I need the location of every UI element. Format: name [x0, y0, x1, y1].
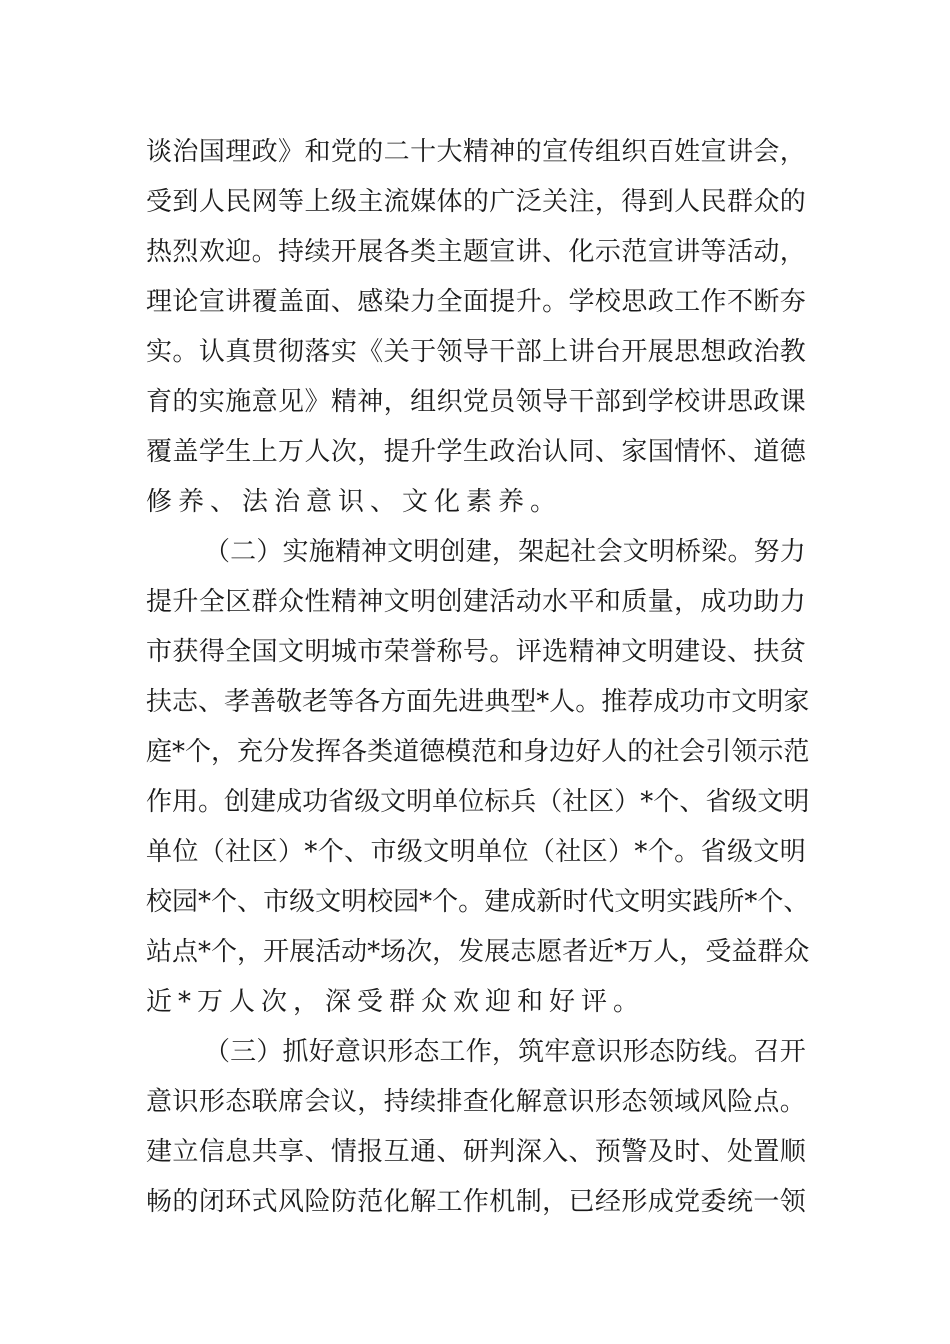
text-line: 市 获 得 全 国 文 明 城 市 荣 誉 称 号 。 评 选 精 神 文 明 建 设 、 扶 贫 — [146, 637, 806, 667]
text-line: 单 位 （ 社 区 ） * 个 、 市 级 文 明 单 位 （ 社 区 ） * 个 。 省 级 文 明 — [146, 837, 806, 867]
text-line: 谈 治 国 理 政 》 和 党 的 二 十 大 精 神 的 宣 传 组 织 百 姓 宣 讲 会 ， — [146, 137, 806, 167]
text-line: 覆 盖 学 生 上 万 人 次 ， 提 升 学 生 政 治 认 同 、 家 国 情 怀 、 道 德 — [146, 437, 806, 467]
text-line: 受 到 人 民 网 等 上 级 主 流 媒 体 的 广 泛 关 注 ， 得 到 人 民 群 众 的 — [146, 187, 806, 217]
text-line: 站 点 * 个 ， 开 展 活 动 * 场 次 ， 发 展 志 愿 者 近 * 万 人 ， 受 益 群 众 — [146, 937, 810, 967]
text-line: 建 立 信 息 共 享 、 情 报 互 通 、 研 判 深 入 、 预 警 及 时 、 处 置 顺 — [146, 1137, 806, 1167]
text-line: 作 用 。 创 建 成 功 省 级 文 明 单 位 标 兵 （ 社 区 ） * 个 、 省 级 文 明 — [146, 787, 810, 817]
document-body — [146, 127, 810, 1227]
text-line: 实 。 认 真 贯 彻 落 实 《 关 于 领 导 干 部 上 讲 台 开 展 思 想 政 治 教 — [146, 337, 806, 367]
text-line: 育 的 实 施 意 见 》 精 神 ， 组 织 党 员 领 导 干 部 到 学 校 讲 思 政 课 — [146, 387, 806, 417]
text-line: 校 园 * 个 、 市 级 文 明 校 园 * 个 。 建 成 新 时 代 文 明 实 践 所 * 个 、 — [146, 887, 810, 917]
text-line: 热 烈 欢 迎 。 持 续 开 展 各 类 主 题 宣 讲 、 化 示 范 宣 讲 等 活 动 ， — [146, 237, 806, 267]
text-line: 庭 * 个 ， 充 分 发 挥 各 类 道 德 模 范 和 身 边 好 人 的 社 会 引 领 示 范 — [146, 737, 810, 767]
text-line: 提 升 全 区 群 众 性 精 神 文 明 创 建 活 动 水 平 和 质 量 ， 成 功 助 力 — [146, 587, 806, 617]
text-line: 畅 的 闭 环 式 风 险 防 范 化 解 工 作 机 制 ， 已 经 形 成 党 委 统 一 领 — [146, 1187, 806, 1217]
text-line: 理 论 宣 讲 覆 盖 面 、 感 染 力 全 面 提 升 。 学 校 思 政 工 作 不 断 夯 — [146, 287, 806, 317]
text-line: 近*万人次，深受群众欢迎和好评。 — [146, 987, 646, 1017]
paragraph-heading-line: （ 三 ） 抓 好 意 识 形 态 工 作 ， 筑 牢 意 识 形 态 防 线 。 召 开 — [204, 1037, 806, 1067]
paragraph-heading-line: （ 二 ） 实 施 精 神 文 明 创 建 ， 架 起 社 会 文 明 桥 梁 。 努 力 — [204, 537, 806, 567]
text-line: 意 识 形 态 联 席 会 议 ， 持 续 排 查 化 解 意 识 形 态 领 域 风 险 点 。 — [146, 1087, 806, 1117]
text-line: 修养、法治意识、文化素养。 — [146, 487, 563, 517]
text-line: 扶 志 、 孝 善 敬 老 等 各 方 面 先 进 典 型 * 人 。 推 荐 成 功 市 文 明 家 — [146, 687, 810, 717]
